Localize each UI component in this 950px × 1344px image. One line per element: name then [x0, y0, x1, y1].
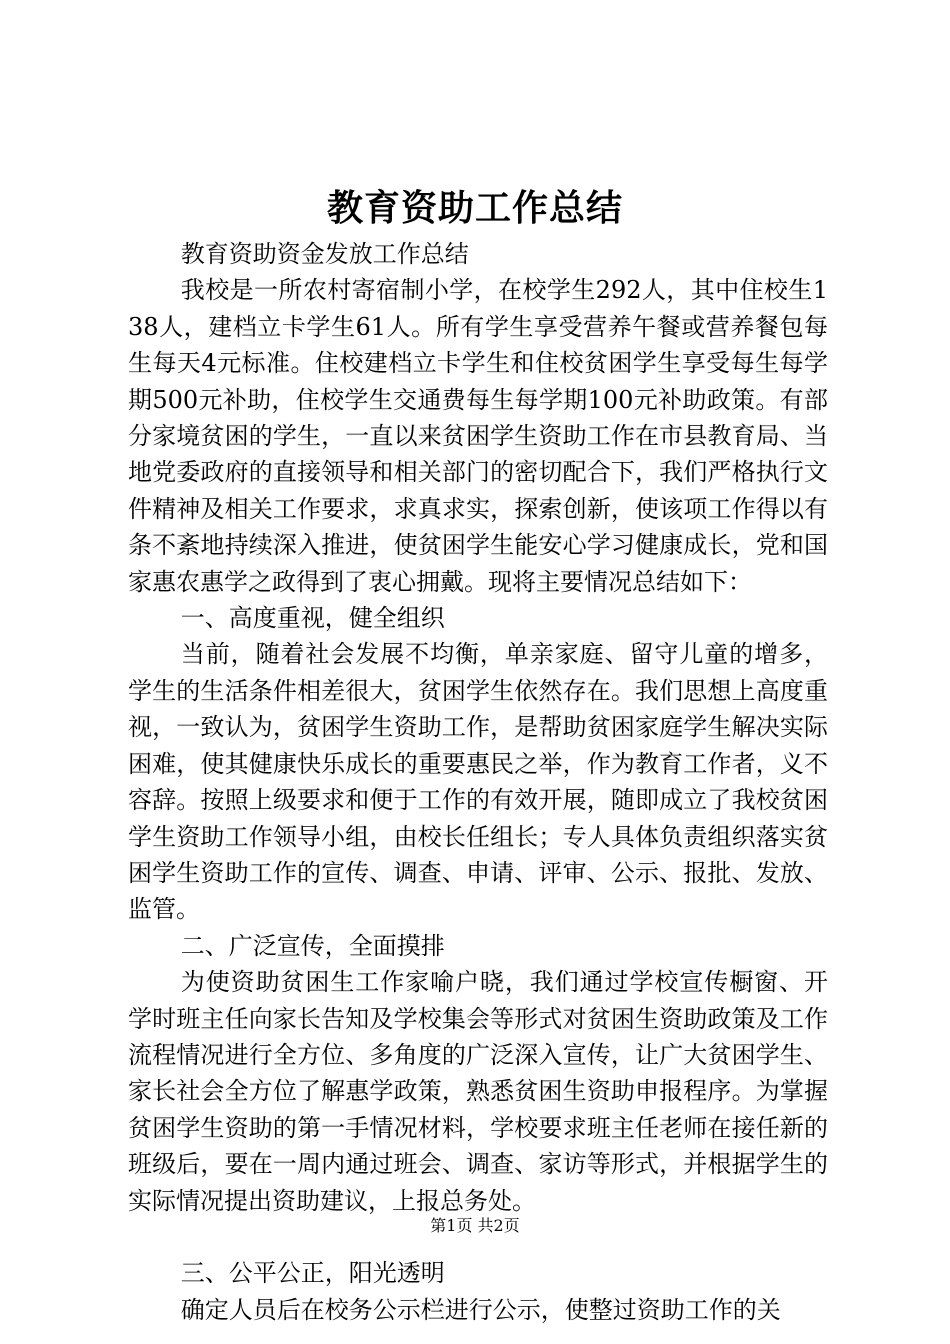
paragraph-section-1: 当前，随着社会发展不均衡，单亲家庭、留守儿童的增多，学生的生活条件相差很大，贫困学生依然存在。我们思想上高度重视，一致认为，贫困学生资助工作，是帮助贫困家庭学生解决实际困难，使其健康快乐成长的重要惠民之举，作为教育工作者，义不容辞。按照上级要求和便于工作的有效开展，随即成立了我校贫困学生资助工作领导小组，由校长任组长；专人具体负责组织落实贫困学生资助工作的宣传、调查、申请、评审、公示、报批、发放、监管。: [128, 640, 828, 924]
page-footer: 第1页 共2页: [430, 1216, 520, 1235]
document-subtitle: 教育资助资金发放工作总结: [180, 240, 469, 268]
paragraph-section-2: 为使资助贫困生工作家喻户晓，我们通过学校宣传橱窗、开学时班主任向家长告知及学校集会等形式对贫困生资助政策及工作流程情况进行全方位、多角度的广泛深入宣传，让广大贫困学生、家长社会全方位了解惠学政策，熟悉贫困生资助申报程序。为掌握贫困学生资助的第一手情况材料，学校要求班主任老师在接任新的班级后，要在一周内通过班会、调查、家访等形式，并根据学生的实际情况提出资助建议，上报总务处。: [128, 968, 828, 1215]
section-heading-2: 二、广泛宣传，全面摸排: [180, 931, 445, 960]
page-title: 教育资助工作总结: [326, 187, 623, 229]
section-heading-3: 三、公平公正，阳光透明: [180, 1259, 445, 1288]
paragraph-intro: 我校是一所农村寄宿制小学，在校学生292人，其中住校生138人，建档立卡学生61人。所有学生享受营养午餐或营养餐包每生每天4元标准。住校建档立卡学生和住校贫困学生享受每生每学期500元补助，住校学生交通费每生每学期100元补助政策。有部分家境贫困的学生，一直以来贫困学生资助工作在市县教育局、当地党委政府的直接领导和相关部门的密切配合下，我们严格执行文件精神及相关工作要求，求真求实，探索创新，使该项工作得以有条不紊地持续深入推进，使贫困学生能安心学习健康成长，党和国家惠农惠学之政得到了衷心拥戴。现将主要情况总结如下：: [128, 276, 828, 596]
document-body: [128, 236, 828, 1328]
paragraph-section-3: 确定人员后在校务公示栏进行公示，使整过资助工作的关: [180, 1295, 781, 1324]
section-heading-1: 一、高度重视，健全组织: [180, 604, 445, 633]
